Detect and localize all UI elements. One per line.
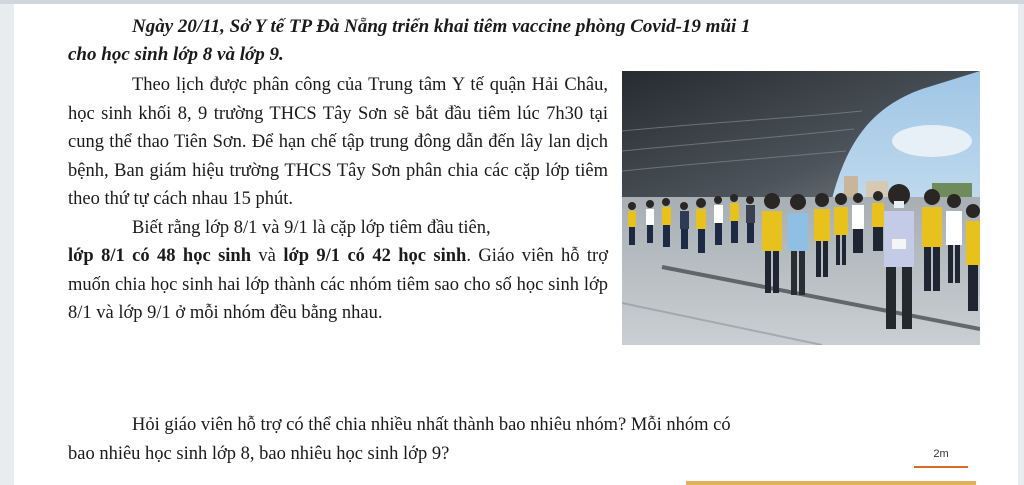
paragraph-1: Theo lịch được phân công của Trung tâm Y tế quận Hải Châu, học sinh khối 8, 9 trường THCS Tây Sơn sẽ bắt đầu tiêm lúc 7h30 tại cung thể thao Tiên Sơn. Để hạn chế tập trung đông dẫn đến lây lan dịch bệnh, Ban giám hiệu trường THCS Tây Sơn phân chia các cặp lớp tiêm theo thứ tự cách nhau 15 phút. xyxy=(68,75,608,209)
photo-illustration xyxy=(622,71,980,345)
paragraph-2-rest: . Giáo viên hỗ trợ muốn chia học sinh hai lớp thành các nhóm tiêm sao cho số học sinh lớp 8/1 và lớp 9/1 ở mỗi nhóm đều bằng nhau. xyxy=(68,246,608,323)
class-8-1-count: lớp 8/1 có 48 học sinh xyxy=(68,246,252,266)
scale-indicator xyxy=(910,448,972,472)
heading-line-1: Ngày 20/11, Sở Y tế TP Đà Nẵng triển khai tiêm vaccine phòng Covid-19 mũi 1 xyxy=(132,16,751,37)
paragraph-2 xyxy=(68,242,608,328)
question-block xyxy=(68,411,948,468)
document-page xyxy=(14,4,1018,485)
cloud xyxy=(892,125,972,157)
scale-line xyxy=(914,466,968,468)
question-line-1: Hỏi giáo viên hỗ trợ có thể chia nhiều nhất thành bao nhiêu nhóm? Mỗi nhóm có xyxy=(132,415,731,435)
article-heading xyxy=(68,13,968,69)
body-column xyxy=(68,71,608,328)
scale-label: 2m xyxy=(933,448,949,460)
heading-line-2: cho học sinh lớp 8 và lớp 9. xyxy=(68,44,284,65)
paragraph-2-and: và xyxy=(251,246,284,266)
vaccination-photo xyxy=(622,71,980,345)
paragraph-2-intro: Biết rằng lớp 8/1 và 9/1 là cặp lớp tiêm đầu tiên, xyxy=(132,217,491,238)
bottom-bar xyxy=(686,481,976,485)
question-line-2: bao nhiêu học sinh lớp 8, bao nhiêu học sinh lớp 9? xyxy=(68,443,450,464)
class-9-1-count: lớp 9/1 có 42 học sinh xyxy=(283,246,467,266)
